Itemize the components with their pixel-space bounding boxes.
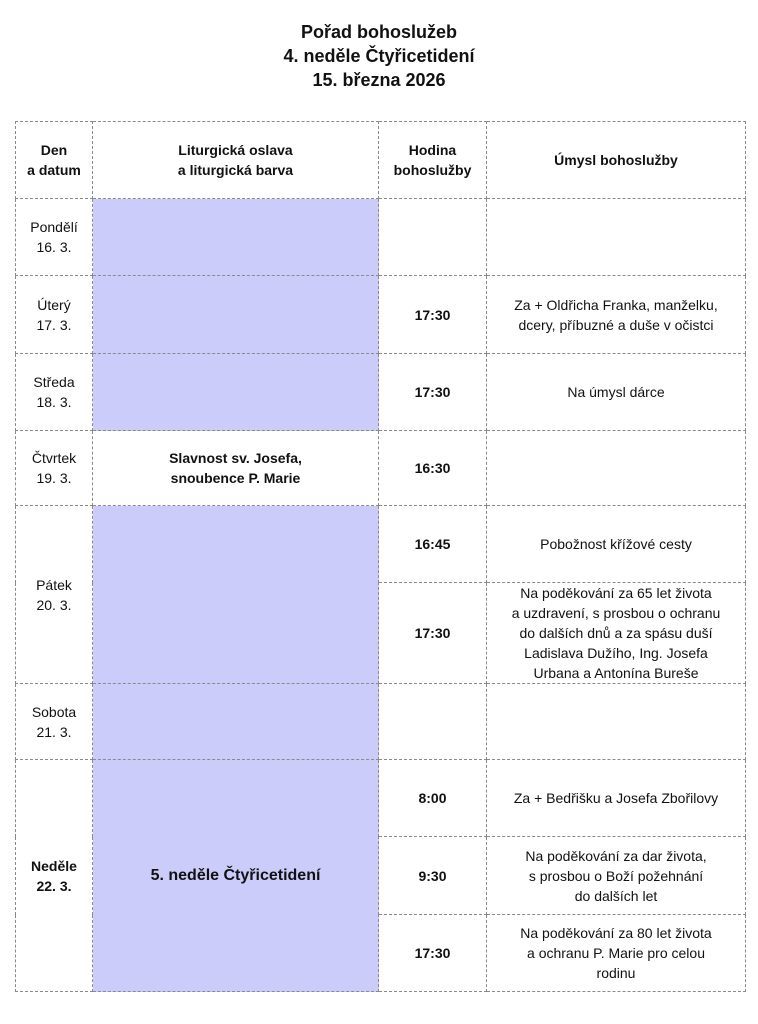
- time-cell: [379, 684, 487, 760]
- liturgy-cell: [93, 760, 379, 992]
- day-date: 16. 3.: [36, 239, 72, 255]
- intention-line: Za + Oldřicha Franka, manželku,: [514, 296, 718, 313]
- header-intention-line: Úmysl bohoslužby: [554, 152, 678, 168]
- day-cell: [16, 506, 93, 684]
- intention-line: s prosbou o Boží požehnání: [528, 867, 704, 884]
- schedule-body: [16, 199, 746, 992]
- day-name: Neděle: [31, 857, 77, 874]
- intention-line: Za + Bedřišku a Josefa Zbořilovy: [513, 790, 719, 806]
- intention-line: a uzdravení, s prosbou o ochranu: [511, 605, 721, 621]
- intention-cell: [487, 684, 746, 760]
- liturgy-cell: [93, 506, 379, 684]
- schedule-table: [15, 121, 746, 992]
- liturgy-cell: [93, 276, 379, 354]
- liturgy-cell: [93, 684, 379, 760]
- intention-cell: [487, 276, 746, 354]
- day-date: 18. 3.: [36, 394, 72, 410]
- time-cell: 16:30: [379, 431, 487, 506]
- intention-line: Na poděkování za dar života,: [525, 847, 707, 864]
- time-cell: 17:30: [379, 276, 487, 354]
- time-cell: 17:30: [379, 915, 487, 992]
- intention-line: Pobožnost křížové cesty: [540, 536, 692, 552]
- header-time-line: bohoslužby: [393, 162, 472, 178]
- intention-line: do dalších let: [574, 887, 658, 904]
- title-line-1: Pořad bohoslužeb: [300, 22, 457, 42]
- day-cell: [16, 431, 93, 506]
- title-line-3: 15. března 2026: [312, 70, 446, 90]
- day-cell: [16, 276, 93, 354]
- intention-line: rodinu: [596, 965, 636, 981]
- time-cell: 8:00: [379, 760, 487, 837]
- day-date: 22. 3.: [36, 877, 72, 894]
- header-time-line: Hodina: [408, 142, 457, 158]
- intention-line: Na poděkování za 80 let života: [520, 925, 712, 941]
- day-cell: [16, 199, 93, 276]
- intention-cell: [487, 506, 746, 583]
- day-name: Čtvrtek: [31, 450, 77, 466]
- day-name: Sobota: [31, 703, 77, 720]
- day-cell: [16, 760, 93, 992]
- title-line-2: 4. neděle Čtyřicetidení: [283, 46, 475, 66]
- header-time: [379, 122, 487, 199]
- day-name: Úterý: [37, 296, 71, 313]
- day-date: 17. 3.: [36, 316, 72, 333]
- intention-cell: [487, 583, 746, 684]
- liturgy-cell: [93, 354, 379, 431]
- time-cell: 17:30: [379, 354, 487, 431]
- time-cell: [379, 199, 487, 276]
- header-day-line: a datum: [27, 162, 81, 178]
- liturgy-cell: [93, 431, 379, 506]
- day-name: Středa: [33, 374, 75, 390]
- header-liturgy-line: a liturgická barva: [177, 162, 294, 178]
- liturgy-line: Slavnost sv. Josefa,: [169, 450, 302, 466]
- table-row: [16, 431, 746, 506]
- intention-line: Na poděkování za 65 let života: [520, 585, 712, 601]
- day-cell: [16, 684, 93, 760]
- liturgy-cell: [93, 199, 379, 276]
- table-row: [16, 354, 746, 431]
- header-row: [16, 122, 746, 199]
- time-cell: 17:30: [379, 583, 487, 684]
- time-cell: 16:45: [379, 506, 487, 583]
- day-cell: [16, 354, 93, 431]
- page-title: [0, 20, 758, 92]
- intention-line: Urbana a Antonína Bureše: [533, 665, 699, 681]
- header-day-line: Den: [40, 142, 68, 158]
- intention-line: dcery, příbuzné a duše v očistci: [518, 316, 714, 333]
- day-date: 20. 3.: [36, 596, 72, 613]
- intention-line: Na úmysl dárce: [567, 384, 665, 400]
- header-liturgy: [93, 122, 379, 199]
- header-liturgy-line: Liturgická oslava: [178, 142, 293, 158]
- intention-cell: [487, 354, 746, 431]
- header-intention: [487, 122, 746, 199]
- intention-cell: [487, 199, 746, 276]
- intention-cell: [487, 760, 746, 837]
- table-row: [16, 760, 746, 837]
- table-row: [16, 684, 746, 760]
- intention-cell: [487, 431, 746, 506]
- time-cell: 9:30: [379, 837, 487, 915]
- table-row: [16, 506, 746, 583]
- intention-cell: [487, 837, 746, 915]
- liturgy-line: 5. neděle Čtyřicetidení: [150, 866, 321, 884]
- day-name: Pondělí: [30, 219, 78, 235]
- day-date: 21. 3.: [36, 723, 72, 740]
- header-day: [16, 122, 93, 199]
- intention-line: do dalších dnů a za spásu duší: [519, 625, 713, 641]
- day-date: 19. 3.: [36, 470, 72, 486]
- table-row: [16, 199, 746, 276]
- intention-cell: [487, 915, 746, 992]
- liturgy-line: snoubence P. Marie: [170, 470, 301, 486]
- table-row: [16, 276, 746, 354]
- intention-line: Ladislava Dužího, Ing. Josefa: [524, 645, 708, 661]
- intention-line: a ochranu P. Marie pro celou: [527, 945, 705, 961]
- day-name: Pátek: [36, 576, 72, 593]
